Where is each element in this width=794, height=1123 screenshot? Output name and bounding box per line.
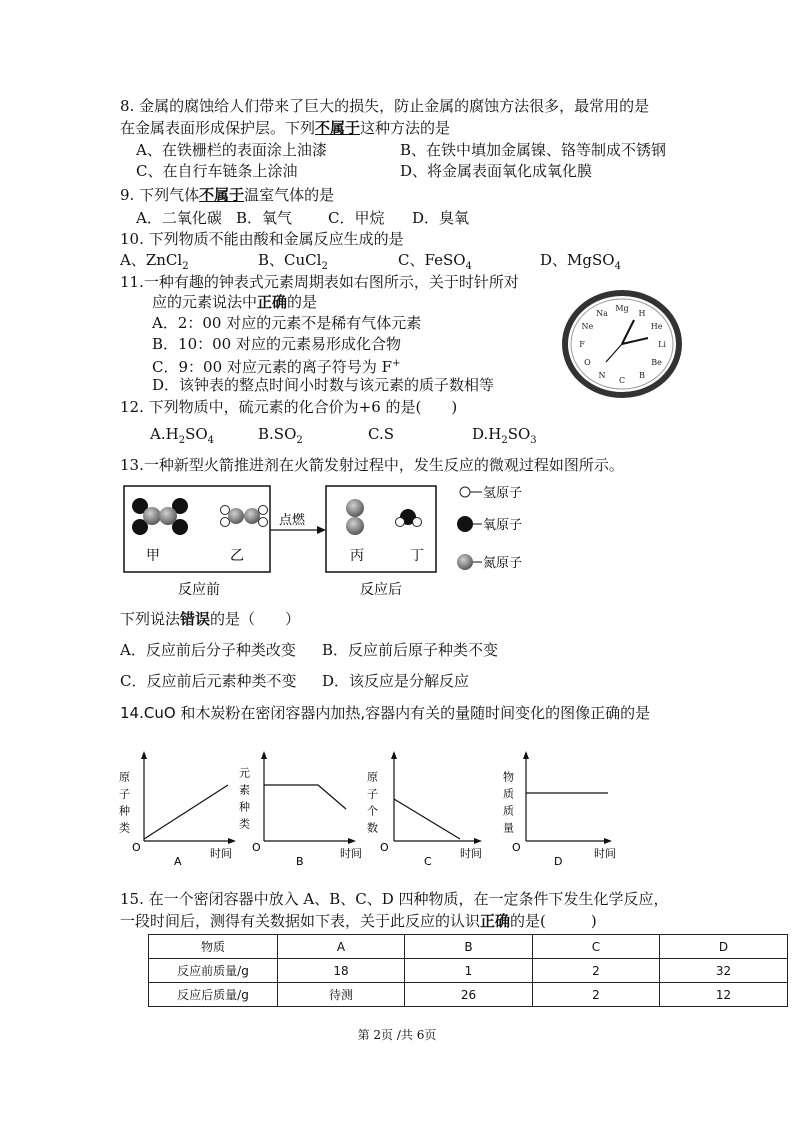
- clock-label-h: H: [638, 308, 646, 318]
- table-row: 反应后质量/g 待测 26 2 12: [149, 983, 788, 1007]
- q9-stem: 9. 下列气体不属于温室气体的是: [120, 186, 335, 204]
- q14-graphs: [118, 745, 628, 870]
- element-clock-figure: [562, 290, 682, 398]
- clock-label-c: C: [618, 376, 626, 385]
- svg-text:时间: 时间: [594, 847, 616, 860]
- legend-h-label: 氢原子: [483, 486, 523, 501]
- reaction-diagram: [120, 482, 540, 602]
- q13-option-b: B．反应前后原子种类不变: [322, 641, 499, 659]
- q8-stem-line1: 8. 金属的腐蚀给人们带来了巨大的损失，防止金属的腐蚀方法很多，最常用的是: [120, 97, 650, 115]
- clock-label-he: He: [650, 322, 663, 331]
- q12-option-a: $A.H_2SO_4$: [150, 425, 215, 446]
- q13-option-d: D．该反应是分解反应: [322, 672, 470, 690]
- q11-option-d: D．该钟表的整点时间小时数与该元素的质子数相等: [152, 376, 495, 394]
- q15-stem-line2: 一段时间后，测得有关数据如下表，关于此反应的认识正确的是( ): [120, 912, 597, 930]
- graph-b-name: B: [296, 855, 304, 868]
- graph-c: [366, 751, 483, 868]
- q12-option-b: $B.SO_2$: [258, 425, 303, 446]
- graph-b-curve: [264, 785, 346, 809]
- q12-stem: 12. 下列物质中，硫元素的化合价为+6 的是( ): [120, 398, 458, 416]
- q15-data-table: [148, 934, 788, 1007]
- q11-stem-line1: 11.一种有趣的钟表式元素周期表如右图所示，关于时针所对: [120, 273, 519, 291]
- q10-option-c: C、FeSO$_4$: [398, 251, 472, 272]
- clock-label-be: Be: [651, 358, 662, 367]
- svg-text:时间: 时间: [460, 847, 482, 860]
- q8-option-b: B、在铁中填加金属镍、铬等制成不锈钢: [400, 141, 667, 159]
- page-footer: 第 2页 /共 6页: [357, 1028, 437, 1042]
- clock-label-n: N: [598, 371, 606, 381]
- q13-option-a: A．反应前后分子种类改变: [120, 641, 296, 659]
- graph-a-ylabel: 原子种类: [118, 771, 131, 839]
- label-yi: 乙: [230, 548, 244, 564]
- q11-option-a: A．2：00 对应的元素不是稀有气体元素: [152, 314, 422, 332]
- graph-a: [118, 751, 236, 868]
- table-row: 物质 A B C D: [149, 935, 788, 959]
- q15-stem-line1: 15. 在一个密闭容器中放入 A、B、C、D 四种物质，在一定条件下发生化学反应，: [120, 890, 669, 908]
- q8-option-c: C、在自行车链条上涂油: [136, 162, 298, 180]
- graph-c-curve: [394, 799, 460, 839]
- q12-option-c: C.S: [368, 425, 394, 443]
- q9-option-b: B．氧气: [236, 209, 293, 227]
- graph-a-name: A: [174, 855, 182, 868]
- q8-emphasis: 不属于: [315, 119, 361, 137]
- label-bing: 丙: [350, 548, 364, 564]
- q10-option-d: D、MgSO$_4$: [540, 251, 621, 272]
- arrow-label: 点燃: [279, 513, 306, 528]
- label-jia: 甲: [146, 548, 160, 564]
- q10-option-a: A、ZnCl$_2$: [120, 251, 189, 272]
- q13-option-c: C．反应前后元素种类不变: [120, 672, 297, 690]
- legend-n-icon: [457, 554, 473, 570]
- legend-o-label: 氧原子: [483, 518, 523, 533]
- clock-label-b: B: [639, 371, 645, 381]
- q8-option-d: D、将金属表面氧化成氧化膜: [400, 162, 593, 180]
- graph-b: [238, 751, 363, 868]
- label-ding: 丁: [410, 548, 424, 564]
- graph-a-curve: [144, 785, 228, 839]
- clock-label-ne: Ne: [581, 322, 594, 331]
- graph-c-ylabel: 原子个数: [365, 771, 379, 839]
- svg-text:O: O: [132, 841, 141, 854]
- q11-option-b: B．10：00 对应的元素易形成化合物: [152, 335, 401, 353]
- graph-d-name: D: [554, 855, 563, 868]
- legend-n-label: 氮原子: [483, 556, 523, 571]
- q10-stem: 10. 下列物质不能由酸和金属反应生成的是: [120, 230, 404, 248]
- q8-stem-line2: 在金属表面形成保护层。下列不属于这种方法的是: [120, 119, 451, 137]
- q14-stem: 14.CuO 和木炭粉在密闭容器内加热,容器内有关的量随时间变化的图像正确的是: [120, 704, 651, 722]
- svg-text:O: O: [512, 841, 521, 854]
- clock-label-na: Na: [596, 308, 608, 318]
- svg-text:时间: 时间: [210, 847, 232, 860]
- clock-label-mg: Mg: [615, 304, 629, 313]
- clock-label-o: O: [584, 358, 591, 367]
- graph-d: [502, 751, 617, 868]
- legend-h-icon: [460, 487, 470, 497]
- caption-before: 反应前: [178, 582, 220, 598]
- clock-label-f: F: [579, 340, 585, 349]
- graph-d-ylabel: 物质质量: [501, 771, 515, 839]
- q9-option-c: C．甲烷: [328, 209, 385, 227]
- q9-option-d: D．臭氧: [412, 209, 470, 227]
- clock-label-li: Li: [658, 340, 666, 349]
- table-row: 反应前质量/g 18 1 2 32: [149, 959, 788, 983]
- q12-option-d: $D.H_2SO_3$: [472, 425, 537, 446]
- svg-text:O: O: [380, 841, 389, 854]
- svg-text:O: O: [252, 841, 261, 854]
- caption-after: 反应后: [360, 582, 402, 598]
- graph-c-name: C: [424, 855, 432, 868]
- q11-stem-line2: 应的元素说法中正确的是: [152, 293, 318, 311]
- q10-option-b: B、CuCl$_2$: [258, 251, 328, 272]
- q13-stem: 13.一种新型火箭推进剂在火箭发射过程中，发生反应的微观过程如图所示。: [120, 456, 624, 474]
- svg-text:时间: 时间: [340, 847, 362, 860]
- q9-option-a: A．二氧化碳: [136, 209, 222, 227]
- legend-o-icon: [457, 516, 473, 532]
- graph-b-ylabel: 元素种类: [237, 767, 251, 835]
- q13-ask: 下列说法错误的是（ ）: [120, 610, 301, 628]
- q11-option-c: C．9：00 对应元素的离子符号为 F+: [152, 358, 401, 376]
- q8-option-a: A、在铁栅栏的表面涂上油漆: [136, 141, 327, 159]
